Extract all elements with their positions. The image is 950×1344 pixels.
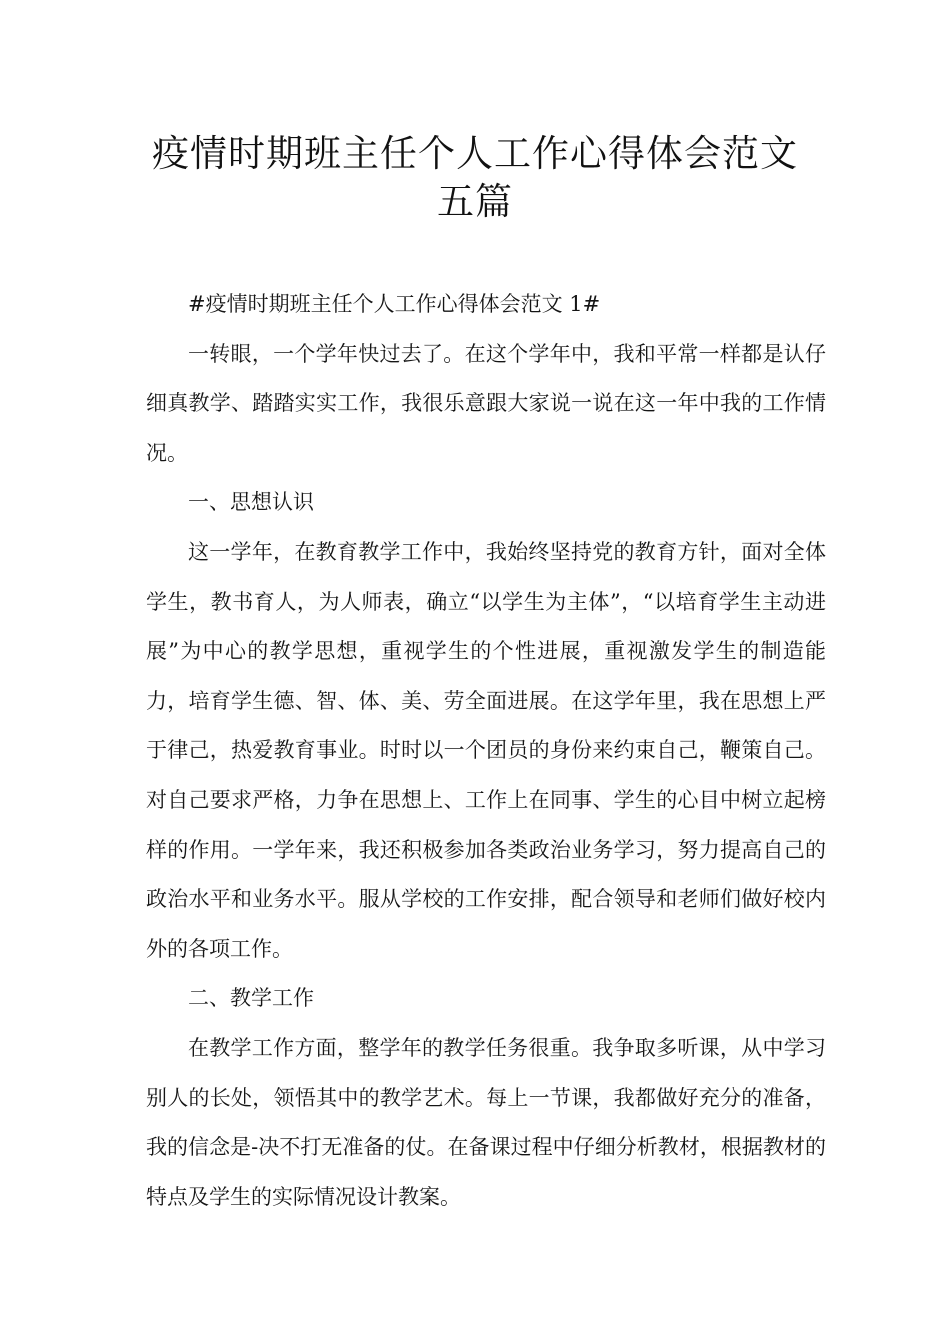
section-heading-1: #疫情时期班主任个人工作心得体会范文 1# [188, 292, 601, 316]
subheading-thought: 一、思想认识 [188, 490, 314, 515]
document-title [100, 130, 850, 226]
thought-paragraph: 这一学年，在教育教学工作中，我始终坚持党的教育方针，面对全体学生，教书育人，为人师表，确立“以学生为主体”，“以培育学生主动进展”为中心的教学思想，重视学生的个性进展，重视激发学生的制造能力，培育学生德、智、体、美、劳全面进展。在这学年里，我在思想上严于律己，热爱教育事业。时时以一个团员的身份来约束自己，鞭策自己。对自己要求严格，力争在思想上、工作上在同事、学生的心目中树立起榜样的作用。一学年来，我还积极参加各类政治业务学习，努力提高自己的政治水平和业务水平。服从学校的工作安排，配合领导和老师们做好校内外的各项工作。 [146, 539, 826, 961]
intro-paragraph: 一转眼，一个学年快过去了。在这个学年中，我和平常一样都是认仔细真教学、踏踏实实工作，我很乐意跟大家说一说在这一年中我的工作情况。 [146, 341, 826, 465]
subheading-teaching: 二、教学工作 [188, 986, 314, 1011]
document-title-line-2: 五篇 [437, 180, 513, 223]
document-body [146, 280, 826, 1222]
document-title-line-1: 疫情时期班主任个人工作心得体会范文 [152, 132, 798, 175]
teaching-paragraph: 在教学工作方面，整学年的教学任务很重。我争取多听课，从中学习别人的长处，领悟其中的教学艺术。每上一节课，我都做好充分的准备，我的信念是-决不打无准备的仗。在备课过程中仔细分析教材，根据教材的特点及学生的实际情况设计教案。 [146, 1035, 826, 1209]
